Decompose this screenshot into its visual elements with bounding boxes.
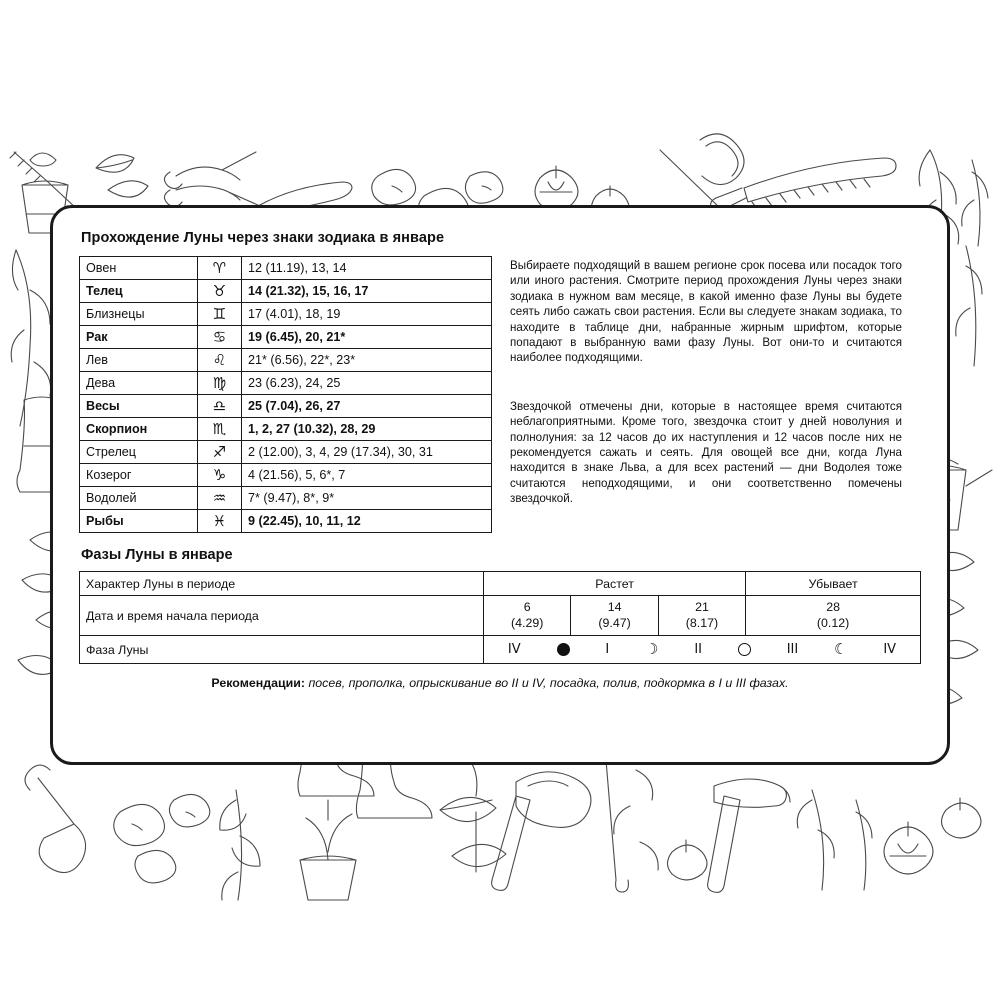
- date-cell: [571, 596, 658, 636]
- table-row: [80, 464, 492, 487]
- notes-column: [510, 256, 902, 507]
- recommendation-text: посев, прополка, опрыскивание во II и IV, посадка, полив, подкормка в I и III фазах.: [305, 676, 789, 690]
- zodiac-sign-name: Дева: [80, 372, 198, 395]
- moon-phases-table: [79, 571, 921, 664]
- zodiac-sign-days: 21* (6.56), 22*, 23*: [242, 349, 492, 372]
- date-cell: [484, 596, 571, 636]
- phase-marks-cell: [484, 636, 921, 664]
- aries-icon: ♈: [198, 257, 242, 280]
- date-day: 6: [523, 600, 531, 614]
- notes-paragraph-1: Выбираете подходящий в вашем регионе срок посева или посадок того или иного растения. Смотрите период прохождения Луны через знаки зодиака в нужном вам месяце, в какой именно фазе Луны вы будете сеять либо сажать свои растения. Если вы следуете знакам зодиака, то находите в таблице дни, набранные жирным шрифтом, которые попадают в выбранную вами фазу Луны. Вот они-то и считаются наиболее подходящими.: [510, 259, 902, 365]
- gemini-icon: ♊: [198, 303, 242, 326]
- character-growing: Растет: [484, 572, 746, 596]
- table-row: [80, 441, 492, 464]
- zodiac-sign-days: 4 (21.56), 5, 6*, 7: [242, 464, 492, 487]
- phase-label-iii: III: [786, 642, 799, 657]
- zodiac-sign-days: 1, 2, 27 (10.32), 28, 29: [242, 418, 492, 441]
- zodiac-sign-days: 19 (6.45), 20, 21*: [242, 326, 492, 349]
- zodiac-sign-name: Скорпион: [80, 418, 198, 441]
- pisces-icon: ♓: [198, 510, 242, 533]
- date-time: (4.29): [511, 615, 544, 630]
- zodiac-sign-days: 12 (11.19), 13, 14: [242, 257, 492, 280]
- zodiac-section-title: Прохождение Луны через знаки зодиака в январе: [81, 230, 445, 246]
- full-moon-icon: [738, 643, 751, 656]
- libra-icon: ♎: [198, 395, 242, 418]
- waning-moon-icon: ☾: [834, 640, 848, 658]
- zodiac-sign-days: 17 (4.01), 18, 19: [242, 303, 492, 326]
- phases-section-title: Фазы Луны в январе: [81, 547, 233, 563]
- table-row: [80, 372, 492, 395]
- date-time: (8.17): [685, 615, 719, 630]
- zodiac-sign-days: 23 (6.23), 24, 25: [242, 372, 492, 395]
- phase-label-iv-end: IV: [883, 642, 897, 657]
- recommendation-line: [79, 676, 921, 690]
- zodiac-sign-days: 25 (7.04), 26, 27: [242, 395, 492, 418]
- zodiac-sign-days: 14 (21.32), 15, 16, 17: [242, 280, 492, 303]
- new-moon-icon: [557, 643, 570, 656]
- recommendation-label: Рекомендации:: [211, 676, 305, 690]
- zodiac-sign-name: Близнецы: [80, 303, 198, 326]
- table-row: [80, 596, 921, 636]
- phase-label-i: I: [605, 642, 610, 657]
- zodiac-table: [79, 256, 492, 533]
- scorpio-icon: ♏: [198, 418, 242, 441]
- table-row: [80, 418, 492, 441]
- date-time: (9.47): [598, 615, 631, 630]
- date-day: 14: [607, 600, 622, 614]
- table-row: [80, 349, 492, 372]
- table-row: [80, 572, 921, 596]
- date-cell: [746, 596, 921, 636]
- table-row: [80, 257, 492, 280]
- date-cell: [658, 596, 745, 636]
- table-row: [80, 303, 492, 326]
- phase-label-ii: II: [694, 642, 702, 657]
- zodiac-sign-name: Рыбы: [80, 510, 198, 533]
- character-waning: Убывает: [746, 572, 921, 596]
- notes-paragraph-2: Звездочкой отмечены дни, которые в настоящее время считаются неблагоприятными. Кроме того, звездочка стоит у дней новолуния и полнолуния: за 12 часов до их наступления и 12 часов после них не рекомендуется сажать и сеять. Для овощей все дни, когда Луна находится в знаке Льва, а для всех растений — дни Водолея тоже считаются неподходящими, и они соответственно помечены звездочкой.: [510, 399, 902, 506]
- zodiac-sign-name: Рак: [80, 326, 198, 349]
- table-row: [80, 487, 492, 510]
- taurus-icon: ♉: [198, 280, 242, 303]
- zodiac-sign-name: Водолей: [80, 487, 198, 510]
- zodiac-sign-days: 9 (22.45), 10, 11, 12: [242, 510, 492, 533]
- sagittarius-icon: ♐: [198, 441, 242, 464]
- aquarius-icon: ♒: [198, 487, 242, 510]
- zodiac-sign-days: 2 (12.00), 3, 4, 29 (17.34), 30, 31: [242, 441, 492, 464]
- leo-icon: ♌: [198, 349, 242, 372]
- table-row: [80, 510, 492, 533]
- zodiac-sign-name: Весы: [80, 395, 198, 418]
- date-day: 28: [826, 600, 840, 614]
- cancer-icon: ♋: [198, 326, 242, 349]
- table-row: [80, 280, 492, 303]
- table-row: [80, 636, 921, 664]
- virgo-icon: ♍: [198, 372, 242, 395]
- zodiac-sign-name: Стрелец: [80, 441, 198, 464]
- zodiac-sign-name: Лев: [80, 349, 198, 372]
- date-time: (0.12): [816, 615, 850, 630]
- table-row: [80, 326, 492, 349]
- zodiac-sign-name: Козерог: [80, 464, 198, 487]
- date-row-label: Дата и время начала периода: [80, 596, 484, 636]
- zodiac-sign-name: Телец: [80, 280, 198, 303]
- character-row-label: Характер Луны в периоде: [80, 572, 484, 596]
- capricorn-icon: ♑: [198, 464, 242, 487]
- phase-row-label: Фаза Луны: [80, 636, 484, 664]
- zodiac-sign-name: Овен: [80, 257, 198, 280]
- zodiac-sign-days: 7* (9.47), 8*, 9*: [242, 487, 492, 510]
- waxing-moon-icon: ☽: [645, 640, 659, 658]
- date-day: 21: [695, 600, 709, 614]
- phase-label-iv-start: IV: [507, 642, 521, 657]
- top-area: [79, 256, 921, 533]
- content-card: [50, 205, 950, 765]
- table-row: [80, 395, 492, 418]
